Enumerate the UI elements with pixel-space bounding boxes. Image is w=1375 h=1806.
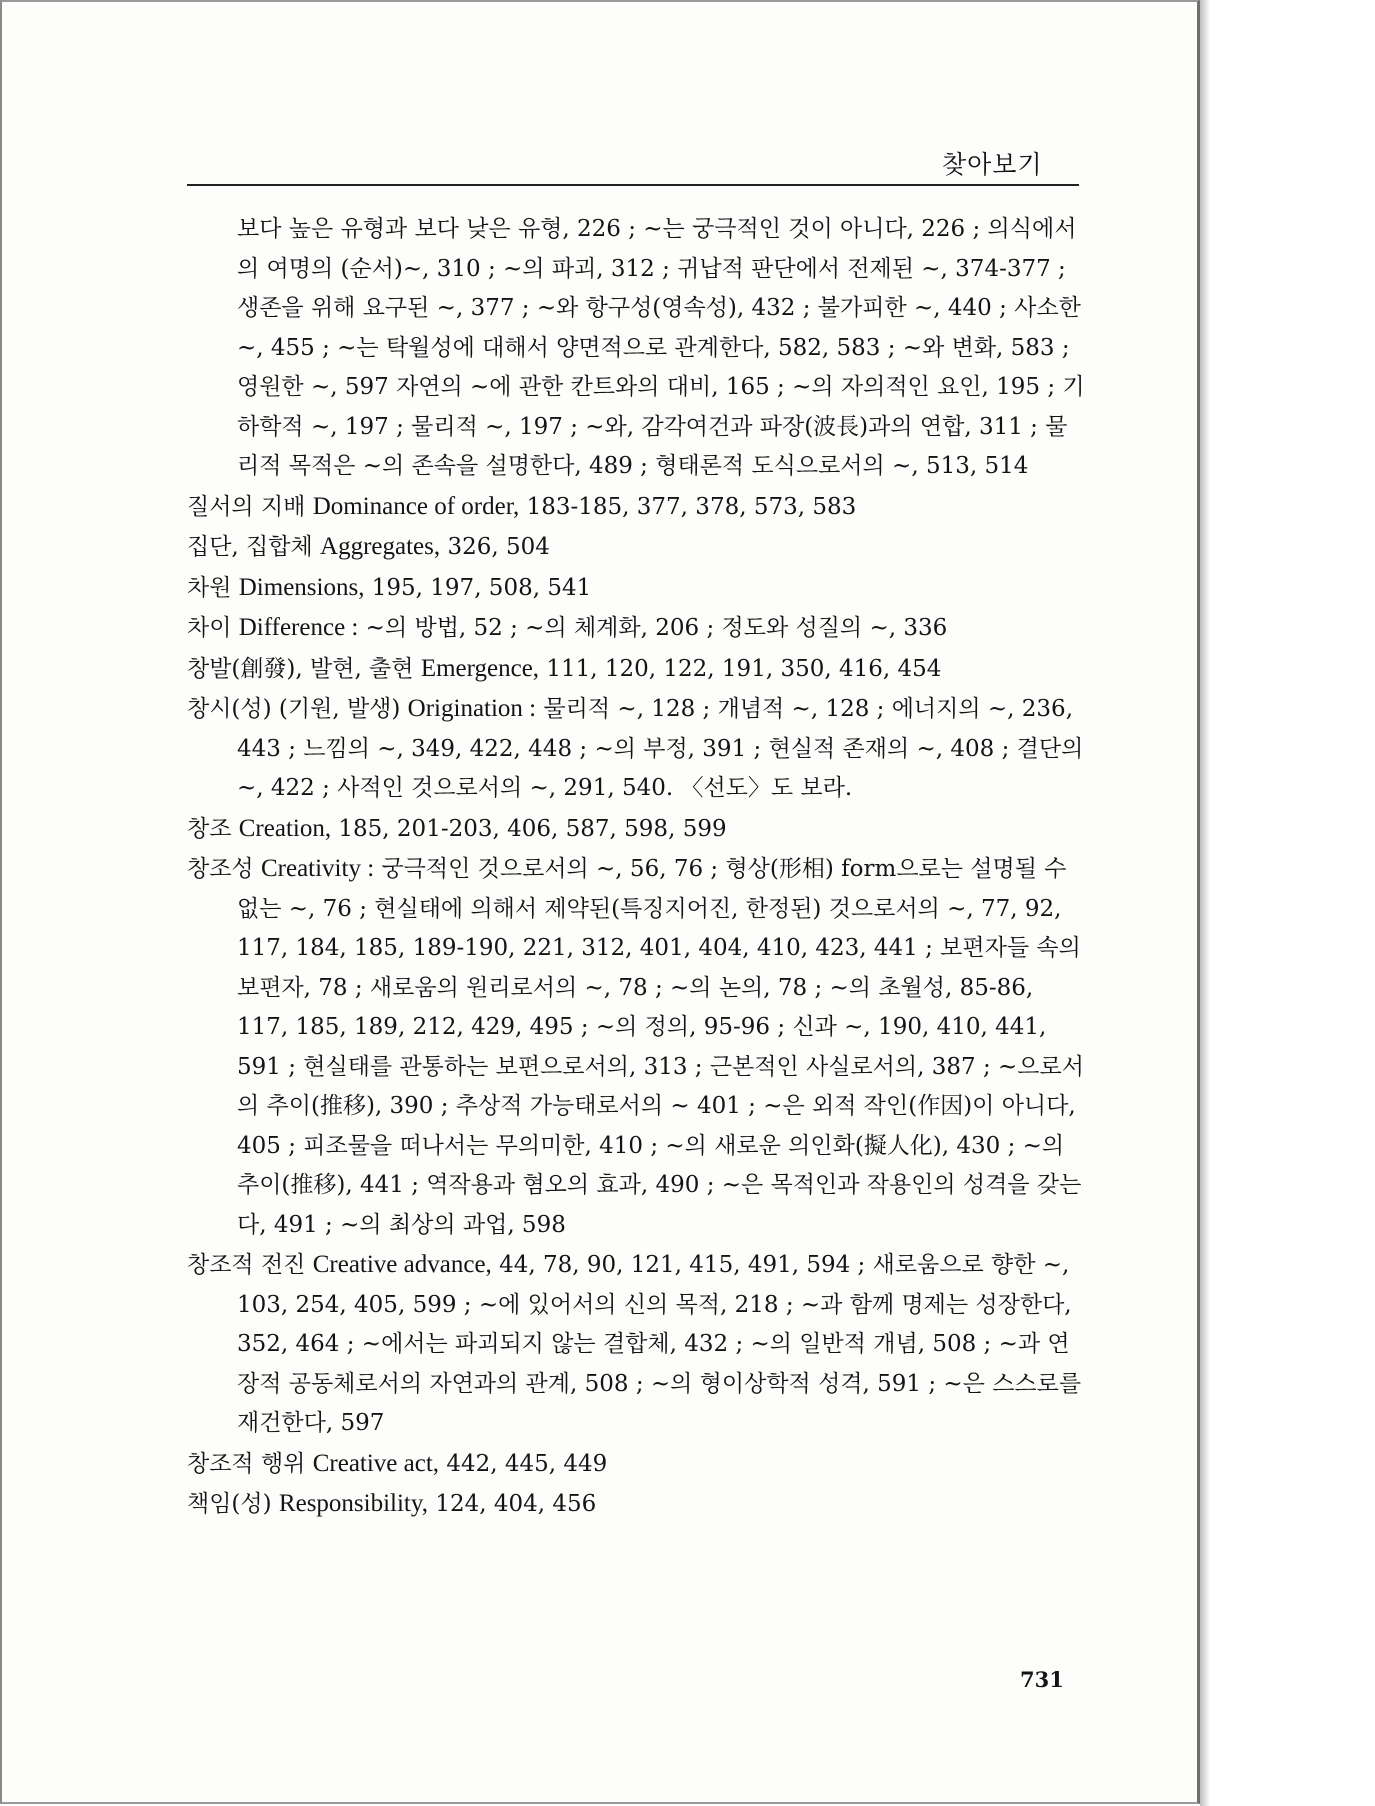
entry-term: 질서의 지배: [187, 493, 306, 520]
entry-english-term: Emergence,: [420, 654, 540, 682]
index-entry: [187, 1484, 1087, 1525]
entry-term: 창조적 행위: [187, 1450, 306, 1477]
entry-references: 보다 높은 유형과 보다 낮은 유형, 226 ; ~는 궁극적인 것이 아니다, 226 ; 의식에서의 여명의 (순서)~, 310 ; ~의 파괴, 312 ; 귀납적 판단에서 전제된 ~, 374-377 ; 생존을 위해 요구된 ~, 377 ; ~와 항구성(영속성), 432 ; 불가피한 ~, 440 ; 사소한 ~, 455 ; ~는 탁월성에 대해서 양면적으로 관계한다, 582, 583 ; ~와 변화, 583 ; 영원한 ~, 597 자연의 ~에 관한 칸트와의 대비, 165 ; ~의 자의적인 요인, 195 ; 기하학적 ~, 197 ; 물리적 ~, 197 ; ~와, 감각여건과 파장(波長)과의 연합, 311 ; 물리적 목적은 ~의 존속을 설명한다, 489 ; 형태론적 도식으로서의 ~, 513, 514: [237, 216, 1085, 479]
index-entry: [187, 849, 1087, 1245]
entry-references: 326, 504: [447, 534, 550, 560]
index-entry: [187, 527, 1087, 568]
entry-references: 183-185, 377, 378, 573, 583: [526, 493, 857, 520]
entry-english-term: Responsibility,: [278, 1490, 429, 1517]
entry-term: 창시(성) (기원, 발생): [187, 696, 401, 722]
index-entry: [187, 649, 1087, 690]
index-entry: [187, 487, 1087, 528]
entry-references: 궁극적인 것으로서의 ~, 56, 76 ; 형상(形相) form으로는 설명될 수 없는 ~, 76 ; 현실태에 의해서 제약된(특징지어진, 한정된) 것으로서의 ~, 77, 92, 117, 184, 185, 189-190, 221, 312, 401, 404, 410, 423, 441 ; 보편자들 속의 보편자, 78 ; 새로움의 원리로서의 ~, 78 ; ~의 논의, 78 ; ~의 초월성, 85-86, 117, 185, 189, 212, 429, 495 ; ~의 정의, 95-96 ; 신과 ~, 190, 410, 441, 591 ; 현실태를 관통하는 보편으로서의, 313 ; 근본적인 사실로서의, 387 ; ~으로서의 추이(推移), 390 ; 추상적 가능태로서의 ~ 401 ; ~은 외적 작인(作因)이 아니다, 405 ; 피조물을 떠나서는 무의미한, 410 ; ~의 새로운 의인화(擬人化), 430 ; ~의 추이(推移), 441 ; 역작용과 혐오의 효과, 490 ; ~은 목적인과 작용인의 성격을 갖는다, 491 ; ~의 최상의 과업, 598: [237, 856, 1084, 1238]
index-entry: [187, 1444, 1087, 1485]
entry-references: 195, 197, 508, 541: [371, 574, 592, 601]
entry-term: 차이: [187, 615, 232, 641]
entry-english-term: Creative act,: [312, 1449, 440, 1477]
index-entry: [187, 608, 1087, 649]
entry-english-term: Dimensions,: [238, 573, 365, 601]
entry-english-term: Creation,: [238, 814, 332, 842]
running-head: 찾아보기: [942, 150, 1043, 179]
index-body: [187, 210, 1087, 1525]
index-entry: [187, 1245, 1087, 1444]
entry-term: 책임(성): [187, 1491, 272, 1517]
entry-references: 124, 404, 456: [435, 1491, 597, 1517]
entry-english-term: Creative advance,: [312, 1251, 492, 1278]
entry-references: 물리적 ~, 128 ; 개념적 ~, 128 ; 에너지의 ~, 236, 443 ; 느낌의 ~, 349, 422, 448 ; ~의 부정, 391 ; 현실적 존재의 ~, 408 ; 결단의 ~, 422 ; 사적인 것으로서의 ~, 291, 540. 〈선도〉도 보라.: [237, 696, 1084, 801]
page-number: 731: [1020, 1667, 1064, 1692]
entry-references: 185, 201-203, 406, 587, 598, 599: [338, 815, 727, 842]
index-entry: [187, 689, 1087, 809]
entry-references: ~의 방법, 52 ; ~의 체계화, 206 ; 정도와 성질의 ~, 336: [365, 615, 948, 641]
entry-references: 442, 445, 449: [446, 1450, 608, 1477]
entry-references: 44, 78, 90, 121, 415, 491, 594 ; 새로움으로 향한 ~, 103, 254, 405, 599 ; ~에 있어서의 신의 목적, 218 ; ~과 함께 명제는 성장한다, 352, 464 ; ~에서는 파괴되지 않는 결합체, 432 ; ~의 일반적 개념, 508 ; ~과 연장적 공동체로서의 자연과의 관계, 508 ; ~의 형이상학적 성격, 591 ; ~은 스스로를 재건한다, 597: [237, 1252, 1082, 1436]
entry-english-term: Dominance of order,: [312, 492, 520, 520]
index-entry-continuation: [187, 210, 1087, 487]
header-rule: [187, 184, 1079, 186]
entry-english-term: Difference :: [238, 614, 359, 641]
entry-term: 집단, 집합체: [187, 534, 313, 560]
index-entry: [187, 568, 1087, 609]
entry-english-term: Aggregates,: [320, 533, 441, 560]
entry-term: 창조: [187, 815, 232, 842]
entry-term: 창발(創發), 발현, 출현: [187, 655, 414, 682]
page-edge-shadow: [1200, 0, 1210, 1806]
entry-english-term: Origination :: [407, 695, 537, 722]
entry-english-term: Creativity :: [260, 855, 375, 882]
entry-term: 창조성: [187, 856, 254, 882]
entry-term: 차원: [187, 574, 232, 601]
index-entry: [187, 809, 1087, 850]
entry-term: 창조적 전진: [187, 1252, 306, 1278]
entry-references: 111, 120, 122, 191, 350, 416, 454: [546, 655, 942, 682]
